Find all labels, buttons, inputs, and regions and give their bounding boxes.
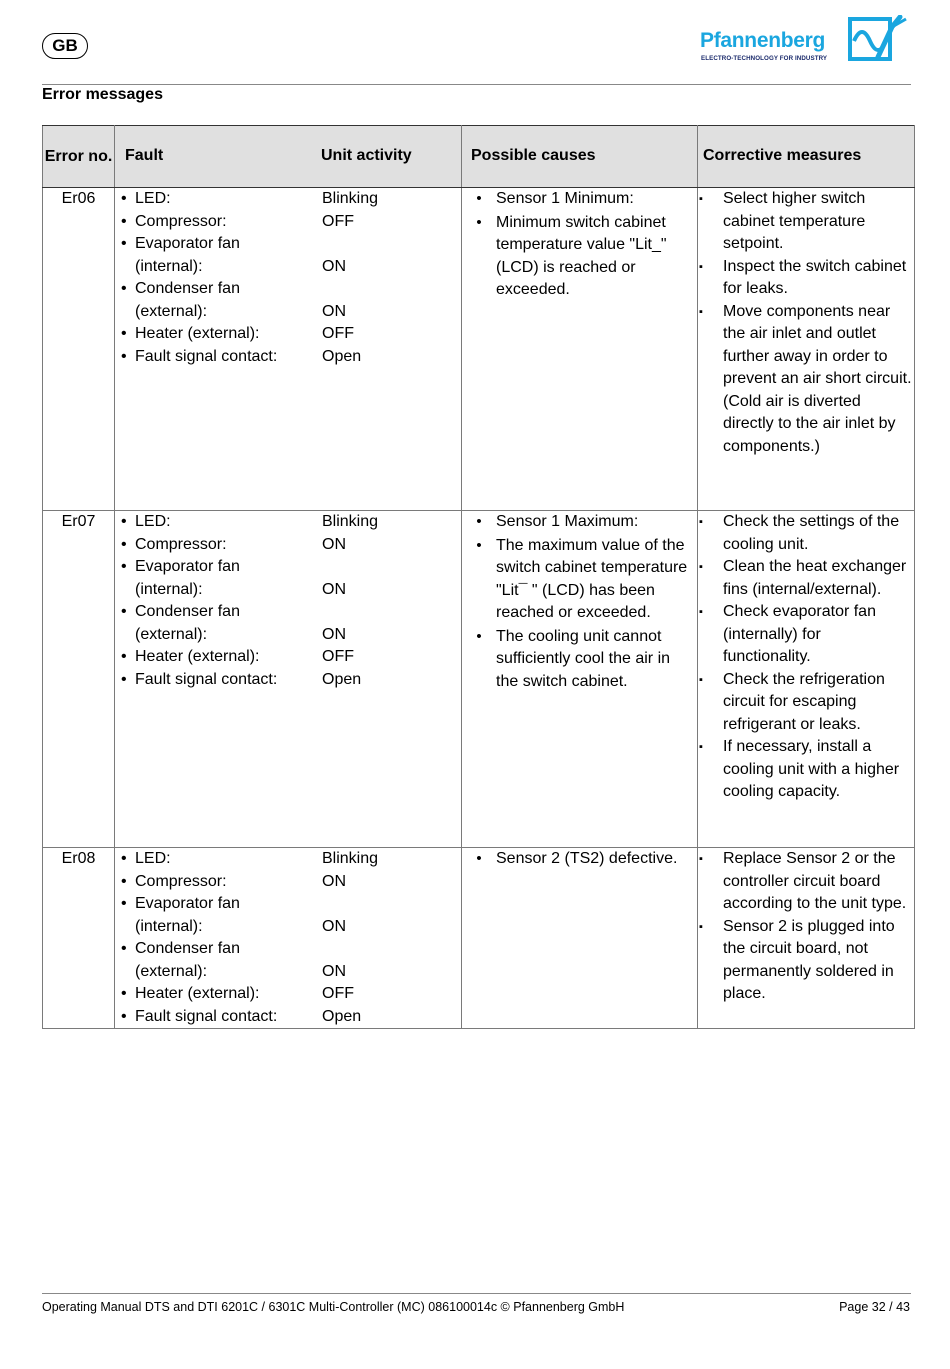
fault-label: Heater (external): <box>135 325 260 342</box>
causes-list <box>462 511 697 693</box>
fault-item <box>121 961 461 984</box>
bullet-icon <box>121 579 135 602</box>
header-possible-causes: Possible causes <box>462 126 698 188</box>
fault-item <box>121 278 461 301</box>
fault-item <box>121 256 461 279</box>
cause-item <box>462 212 697 302</box>
unit-activity-value <box>322 278 461 301</box>
measure-text: Replace Sensor 2 or the controller circuit board according to the unit type. <box>723 850 907 912</box>
fault-label: (internal): <box>135 580 203 598</box>
unit-activity-value: ON <box>322 302 346 320</box>
measure-text: Select higher switch cabinet temperature setpoint. <box>723 190 866 252</box>
table-row <box>43 848 915 1029</box>
measure-text: Inspect the switch cabinet for leaks. <box>723 257 907 297</box>
measure-item <box>698 188 914 256</box>
measure-item <box>698 256 914 301</box>
causes-list <box>462 188 697 302</box>
cause-item <box>462 535 697 625</box>
bullet-icon: • <box>476 627 482 645</box>
fault-cell <box>115 511 462 848</box>
unit-activity-value: OFF <box>322 648 354 665</box>
fault-item <box>121 938 461 961</box>
error-code: Er07 <box>43 511 115 848</box>
bullet-icon: • <box>121 940 127 957</box>
square-bullet-icon: ▪ <box>699 305 703 318</box>
measure-text: Move components near the air inlet and outlet further away in order to prevent an air short circuit. (Cold air is diverted directly to the air inlet by components.) <box>723 302 912 455</box>
fault-label: Heater (external): <box>135 985 260 1002</box>
possible-causes-cell <box>462 848 698 1029</box>
unit-activity-value: ON <box>322 872 346 890</box>
fault-item <box>121 511 461 534</box>
fault-item <box>121 233 461 256</box>
fault-item <box>121 669 461 692</box>
fault-list <box>115 511 461 691</box>
fault-item <box>121 916 461 939</box>
header-error-no: Error no. <box>43 126 115 188</box>
bullet-icon <box>121 961 135 984</box>
unit-activity-value: OFF <box>322 985 354 1002</box>
square-bullet-icon: ▪ <box>699 853 703 865</box>
measure-item <box>698 511 914 556</box>
fault-label: LED: <box>135 190 171 207</box>
cause-item <box>462 626 697 694</box>
measures-list <box>698 848 914 1006</box>
pfannenberg-logo <box>700 15 912 65</box>
bullet-icon: • <box>121 190 127 207</box>
square-bullet-icon: ▪ <box>699 920 703 933</box>
measure-item <box>698 848 914 916</box>
bullet-icon: • <box>476 850 482 867</box>
fault-label: Fault signal contact: <box>135 347 278 365</box>
measure-text: If necessary, install a cooling unit with a higher cooling capacity. <box>723 738 900 800</box>
bullet-icon: • <box>121 513 127 530</box>
measure-item <box>698 601 914 669</box>
bullet-icon: • <box>121 895 127 912</box>
header-fault-group <box>115 126 462 188</box>
unit-activity-value: ON <box>322 917 346 935</box>
bullet-icon: • <box>476 213 482 231</box>
unit-activity-value: OFF <box>322 325 354 342</box>
measure-text: Check evaporator fan (internally) for functionality. <box>723 603 876 665</box>
fault-item <box>121 871 461 894</box>
fault-item <box>121 323 461 346</box>
fault-label: LED: <box>135 850 171 867</box>
unit-activity-value <box>322 233 461 256</box>
fault-label: Condenser fan <box>135 280 240 297</box>
error-code: Er06 <box>43 188 115 511</box>
unit-activity-value: ON <box>322 962 346 980</box>
fault-label: Condenser fan <box>135 603 240 620</box>
square-bullet-icon: ▪ <box>699 516 703 528</box>
fault-label: Condenser fan <box>135 940 240 957</box>
bullet-icon: • <box>121 648 127 665</box>
fault-label: Fault signal contact: <box>135 670 278 688</box>
fault-item <box>121 556 461 579</box>
square-bullet-icon: ▪ <box>699 673 703 686</box>
cause-text: Sensor 1 Maximum: <box>496 513 639 530</box>
measure-text: Clean the heat exchanger fins (internal/external). <box>723 558 907 598</box>
bullet-icon: • <box>121 670 127 688</box>
bullet-icon <box>121 256 135 279</box>
fault-list <box>115 188 461 368</box>
unit-activity-value: Open <box>322 1007 362 1025</box>
unit-activity-value <box>322 556 461 579</box>
fault-item <box>121 646 461 669</box>
fault-label: Compressor: <box>135 535 227 553</box>
bullet-icon: • <box>121 347 127 365</box>
unit-activity-value <box>322 893 461 916</box>
square-bullet-icon: ▪ <box>699 193 703 205</box>
measure-item <box>698 736 914 804</box>
unit-activity-value <box>322 601 461 624</box>
cause-text: The maximum value of the switch cabinet temperature "Lit¯ " (LCD) has been reached or exceeded. <box>496 536 688 621</box>
bullet-icon <box>121 916 135 939</box>
error-messages-table <box>42 125 915 1029</box>
fault-cell <box>115 188 462 511</box>
table-row <box>43 188 915 511</box>
square-bullet-icon: ▪ <box>699 606 703 618</box>
unit-activity-value: Open <box>322 670 362 688</box>
fault-item <box>121 601 461 624</box>
fault-item <box>121 301 461 324</box>
measure-item <box>698 669 914 737</box>
cause-text: Sensor 2 (TS2) defective. <box>496 850 678 867</box>
fault-label: (internal): <box>135 917 203 935</box>
unit-activity-value: Open <box>322 347 362 365</box>
measure-text: Check the refrigeration circuit for escaping refrigerant or leaks. <box>723 670 885 733</box>
bullet-icon: • <box>476 190 482 207</box>
error-code: Er08 <box>43 848 115 1029</box>
fault-label: Fault signal contact: <box>135 1007 278 1025</box>
fault-label: Heater (external): <box>135 648 260 665</box>
table-row <box>43 511 915 848</box>
header-fault: Fault <box>125 147 164 165</box>
measure-item <box>698 301 914 459</box>
fault-label: Evaporator fan <box>135 558 240 575</box>
fault-label: Compressor: <box>135 872 227 890</box>
measure-text: Sensor 2 is plugged into the circuit board, not permanently soldered in place. <box>723 917 895 1002</box>
corrective-measures-cell <box>698 188 915 511</box>
fault-label: (internal): <box>135 257 203 275</box>
measure-item <box>698 556 914 601</box>
logo-wordmark: Pfannenberg <box>700 29 826 52</box>
fault-item <box>121 188 461 211</box>
bullet-icon <box>121 624 135 647</box>
fault-item <box>121 346 461 369</box>
measures-list <box>698 511 914 804</box>
header-rule <box>42 84 911 85</box>
unit-activity-value: OFF <box>322 212 354 230</box>
header-unit-activity: Unit activity <box>321 147 412 165</box>
fault-item <box>121 624 461 647</box>
section-title: Error messages <box>42 86 163 103</box>
footer-page-number: Page 32 / 43 <box>839 1300 910 1314</box>
causes-list <box>462 848 697 871</box>
measure-text: Check the settings of the cooling unit. <box>723 513 900 553</box>
fault-item <box>121 983 461 1006</box>
unit-activity-value: ON <box>322 535 346 553</box>
bullet-icon: • <box>476 536 482 554</box>
fault-label: (external): <box>135 962 208 980</box>
language-badge: GB <box>42 33 88 59</box>
bullet-icon: • <box>121 872 127 890</box>
measure-item <box>698 916 914 1006</box>
measures-list <box>698 188 914 458</box>
fault-item <box>121 893 461 916</box>
fault-list <box>115 848 461 1028</box>
footer-rule <box>42 1293 911 1294</box>
unit-activity-value: Blinking <box>322 850 379 867</box>
unit-activity-value <box>322 938 461 961</box>
cause-item <box>462 511 697 534</box>
logo-tagline: ELECTRO-TECHNOLOGY FOR INDUSTRY <box>701 55 828 62</box>
square-bullet-icon: ▪ <box>699 260 703 273</box>
bullet-icon: • <box>121 325 127 342</box>
bullet-icon: • <box>121 212 127 230</box>
fault-cell <box>115 848 462 1029</box>
corrective-measures-cell <box>698 848 915 1029</box>
square-bullet-icon: ▪ <box>699 561 703 573</box>
fault-item <box>121 1006 461 1029</box>
corrective-measures-cell <box>698 511 915 848</box>
unit-activity-value: ON <box>322 257 346 275</box>
logo-mark-icon <box>848 15 910 63</box>
bullet-icon: • <box>121 535 127 553</box>
header-corrective-measures: Corrective measures <box>698 126 915 188</box>
fault-item <box>121 534 461 557</box>
fault-label: Evaporator fan <box>135 895 240 912</box>
bullet-icon: • <box>121 603 127 620</box>
fault-label: LED: <box>135 513 171 530</box>
fault-label: (external): <box>135 625 208 643</box>
table-header-row <box>43 126 915 188</box>
bullet-icon: • <box>121 1007 127 1025</box>
fault-label: Compressor: <box>135 212 227 230</box>
cause-text: Minimum switch cabinet temperature value "Lit_" (LCD) is reached or exceeded. <box>496 213 667 298</box>
bullet-icon: • <box>121 558 127 575</box>
bullet-icon <box>121 301 135 324</box>
cause-item <box>462 848 697 871</box>
cause-text: The cooling unit cannot sufficiently cool the air in the switch cabinet. <box>496 627 671 690</box>
square-bullet-icon: ▪ <box>699 741 703 753</box>
possible-causes-cell <box>462 188 698 511</box>
unit-activity-value: Blinking <box>322 513 379 530</box>
fault-item <box>121 848 461 871</box>
possible-causes-cell <box>462 511 698 848</box>
cause-text: Sensor 1 Minimum: <box>496 190 634 207</box>
fault-item <box>121 211 461 234</box>
fault-label: (external): <box>135 302 208 320</box>
unit-activity-value: ON <box>322 580 346 598</box>
bullet-icon: • <box>121 280 127 297</box>
unit-activity-value: Blinking <box>322 190 379 207</box>
bullet-icon: • <box>476 513 482 530</box>
fault-item <box>121 579 461 602</box>
bullet-icon: • <box>121 985 127 1002</box>
bullet-icon: • <box>121 850 127 867</box>
fault-label: Evaporator fan <box>135 235 240 252</box>
cause-item <box>462 188 697 211</box>
footer-document-info: Operating Manual DTS and DTI 6201C / 6301C Multi-Controller (MC) 086100014c © Pfannenberg GmbH <box>42 1300 625 1314</box>
unit-activity-value: ON <box>322 625 346 643</box>
bullet-icon: • <box>121 235 127 252</box>
